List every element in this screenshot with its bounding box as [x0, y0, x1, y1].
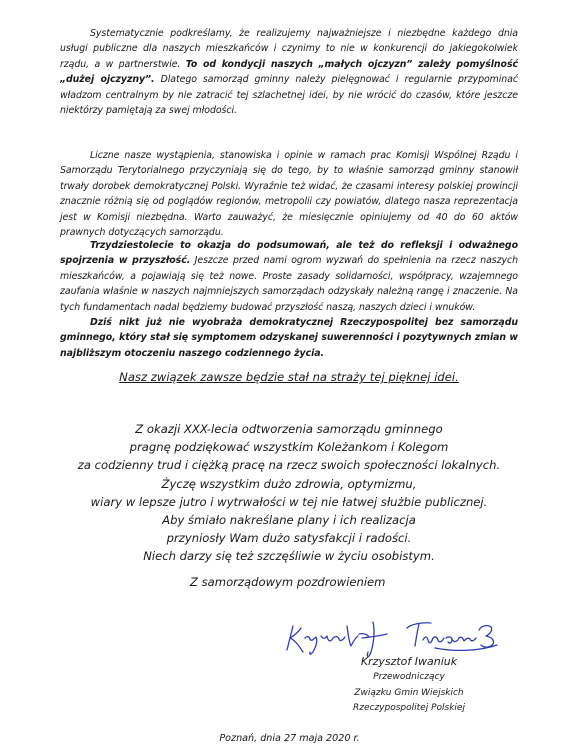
wishes-line: pragnę podziękować wszystkim Koleżankom i Kolegom — [129, 440, 449, 455]
motto-text: Nasz związek zawsze będzie stał na straży tej pięknej idei. — [119, 370, 459, 384]
paragraph-partnership — [60, 26, 518, 118]
signer-name: Krzysztof Iwaniuk — [360, 655, 458, 668]
wishes-line: Niech darzy się też szczęśliwie w życiu osobistym. — [143, 549, 435, 564]
closing-greeting: Z samorządowym pozdrowieniem — [190, 575, 386, 589]
wishes-block — [40, 420, 538, 566]
signer-organization: Związku Gmin Wiejskich — [354, 687, 464, 698]
signer-block — [353, 654, 465, 717]
signer-title: Przewodniczący — [373, 672, 445, 682]
paragraph-1-bold-text: To od kondycji naszych „małych ojczyzn” zależy pomyślność „dużej ojczyzny”. — [60, 58, 518, 86]
wishes-line: przyniosły Wam dużo satysfakcji i radości. — [166, 531, 412, 546]
signer-organization-country: Rzeczypospolitej Polskiej — [353, 703, 465, 713]
wishes-line: Aby śmiało nakreślane plany i ich realizacja — [162, 513, 416, 528]
wishes-line: wiary w lepsze jutro i wytrwałości w tej nie łatwej służbie publicznej. — [90, 494, 488, 509]
paragraph-anniversary — [60, 238, 518, 315]
paragraph-3-bold-text: Trzydziestolecie to okazja do podsumowań, ale też do refleksji i odważnego spojrzenia w przyszłość. — [60, 240, 518, 267]
wishes-line: Z okazji XXX-lecia odtworzenia samorządu gminnego — [135, 422, 443, 436]
place-and-date: Poznań, dnia 27 maja 2020 r. — [219, 733, 360, 744]
paragraph-4-bold-text: Dziś nikt już nie wyobraża demokratycznej Rzeczypospolitej bez samorządu gminnego, który stał się symptomem odzyskanej suwerenności i pozytywnych zmian w najbliższym otoczeniu naszego codziennego życia. — [60, 317, 518, 359]
paragraph-3-text: Jeszcze przed nami ogrom wyzwań do spełnienia na rzecz naszych mieszkańców, a pojawiają się też nowe. Proste zasady solidarności, współpracy, wzajemnego zaufania właśnie w naszych najmniejszych samorządach odzyskały należną rangę i znaczenie. Na tych fundamentach nadal będziemy budować przyszłość naszą, naszych dzieci i wnuków. — [60, 255, 518, 313]
paragraph-2-text: Liczne nasze wystąpienia, stanowiska i opinie w ramach prac Komisji Wspólnej Rządu i Samorządu Terytorialnego przyczyniają się do tego, by to właśnie samorząd gminny stanowił trwały dorobek demokratycznej Polski. Wyraźnie też widać, że czasami interesy polskiej prowincji znacznie różnią się od poglądów regionów, metropolii czy powiatów, dlatego nasza reprezentacja jest w Komisji niezbędna. Warto zauważyć, że miesięcznie opiniujemy od 40 do 60 aktów prawnych dotyczących samorządu. — [60, 150, 518, 239]
paragraph-sovereignty — [60, 315, 518, 361]
wishes-line: Życzę wszystkim dużo zdrowia, optymizmu, — [161, 476, 417, 491]
wishes-line: za codzienny trud i ciężką pracę na rzecz swoich społeczności lokalnych. — [77, 458, 501, 473]
paragraph-commission — [60, 148, 518, 240]
motto — [60, 369, 518, 385]
paragraph-1-tail-text: Dlatego samorząd gminny należy pielęgnować i regularnie przypominać władzom centralnym by nie zatracić tej szlachetnej idei, by nie wrócić do czasów, które jeszcze niektórzy pamiętają za swej młodości. — [60, 74, 518, 117]
paragraph-1-text: Systematycznie podkreślamy, że realizujemy najważniejsze i niezbędne każdego dnia usługi publiczne dla naszych mieszkańców i czynimy to nie w konkurencji do jakiegokolwiek rządu, a w partnerstwie. — [60, 28, 518, 70]
